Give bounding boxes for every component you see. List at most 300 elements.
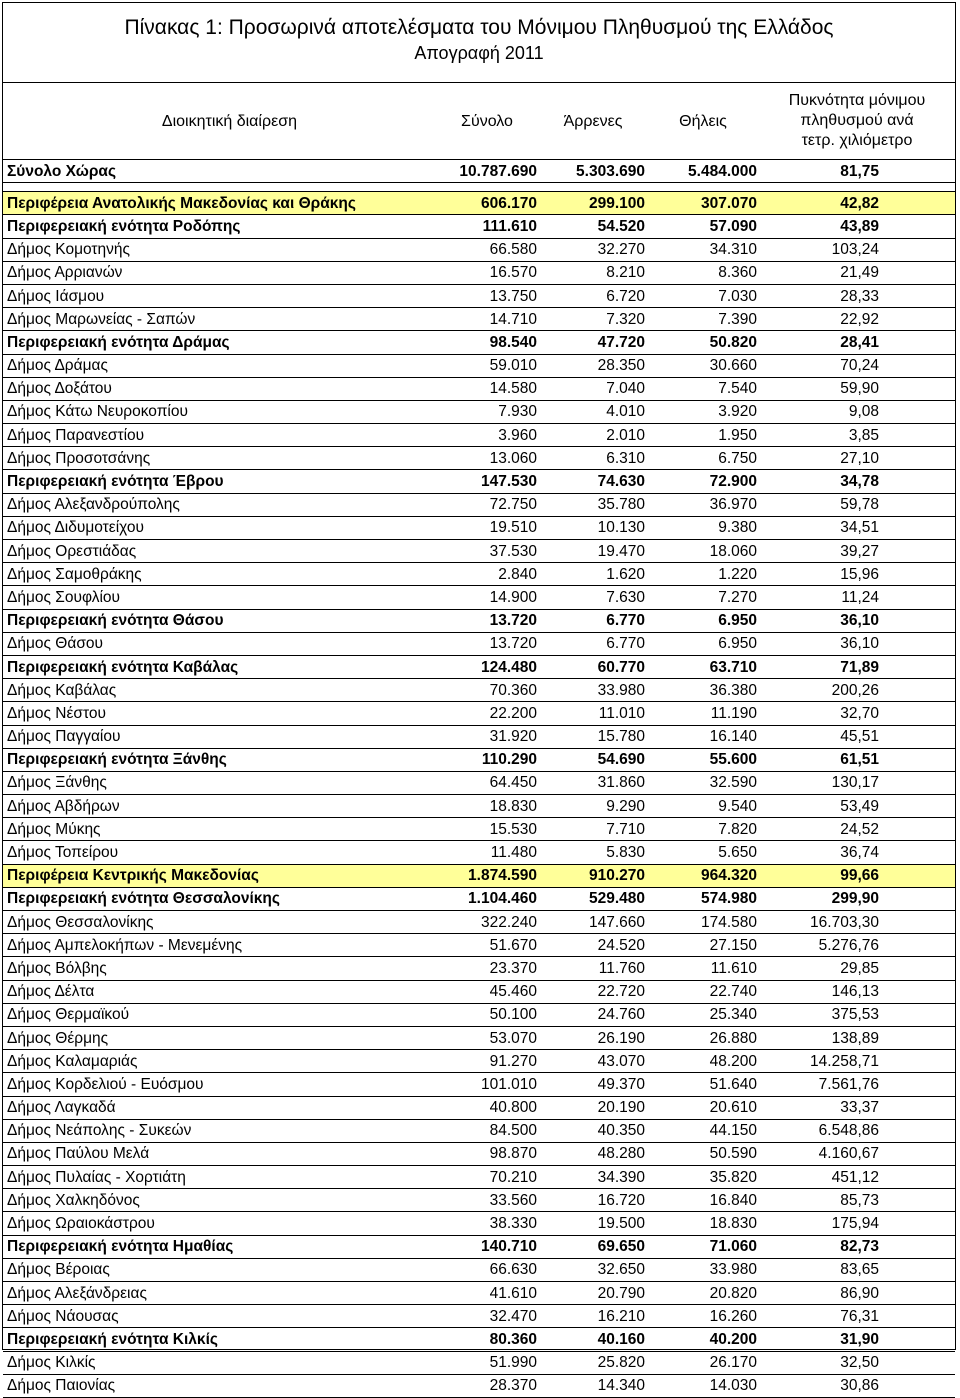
row-density: 32,50 [759,1351,955,1374]
row-name: Δήμος Νάουσας [3,1305,435,1328]
row-name: Δήμος Δράμας [3,354,435,377]
row-density: 99,66 [759,864,955,887]
row-male: 6.310 [539,447,647,470]
municipality-row [3,1050,955,1073]
row-total: 15.530 [435,818,539,841]
row-density: 45,51 [759,725,955,748]
row-density: 32,70 [759,702,955,725]
row-female: 16.140 [647,725,759,748]
row-female: 9.540 [647,795,759,818]
header-density-line1: Πυκνότητα μόνιμου [788,92,926,109]
row-female: 174.580 [647,911,759,934]
row-name: Δήμος Χαλκηδόνος [3,1189,435,1212]
row-name: Δήμος Καβάλας [3,679,435,702]
row-male: 7.630 [539,586,647,609]
row-male: 6.770 [539,609,647,632]
row-name: Δήμος Ξάνθης [3,771,435,794]
row-male: 49.370 [539,1073,647,1096]
row-total: 98.540 [435,331,539,354]
row-male: 910.270 [539,864,647,887]
row-name: Δήμος Θέρμης [3,1026,435,1049]
row-total: 66.630 [435,1258,539,1281]
row-female: 18.060 [647,540,759,563]
municipality-row [3,1212,955,1235]
row-density: 59,78 [759,493,955,516]
municipality-row [3,493,955,516]
municipality-row [3,1374,955,1397]
row-name: Δήμος Θάσου [3,632,435,655]
regional-unit-row [3,331,955,354]
row-total: 41.610 [435,1282,539,1305]
row-female: 8.360 [647,261,759,284]
row-male: 5.830 [539,841,647,864]
row-density: 33,37 [759,1096,955,1119]
row-total: 53.070 [435,1026,539,1049]
municipality-row [3,702,955,725]
municipality-row [3,424,955,447]
row-name: Περιφερειακή ενότητα Ξάνθης [3,748,435,771]
row-name: Περιφερειακή ενότητα Καβάλας [3,655,435,678]
municipality-row [3,447,955,470]
row-total: 80.360 [435,1328,539,1351]
row-female: 26.170 [647,1351,759,1374]
municipality-row [3,1282,955,1305]
row-name: Δήμος Διδυμοτείχου [3,516,435,539]
regional-unit-row [3,748,955,771]
row-female: 36.380 [647,679,759,702]
row-male: 25.820 [539,1351,647,1374]
municipality-row [3,1026,955,1049]
row-density: 70,24 [759,354,955,377]
row-total: 14.900 [435,586,539,609]
municipality-row [3,818,955,841]
row-density: 4.160,67 [759,1142,955,1165]
row-male: 74.630 [539,470,647,493]
row-total: 606.170 [435,192,539,215]
row-male: 147.660 [539,911,647,934]
row-name: Περιφερειακή ενότητα Έβρου [3,470,435,493]
row-total: 18.830 [435,795,539,818]
row-total: 84.500 [435,1119,539,1142]
row-total: 23.370 [435,957,539,980]
population-table-sheet [2,2,956,1395]
municipality-row [3,1258,955,1281]
row-male: 11.760 [539,957,647,980]
row-name: Δήμος Κιλκίς [3,1351,435,1374]
row-density: 42,82 [759,192,955,215]
municipality-row [3,911,955,934]
municipality-row [3,516,955,539]
row-female: 6.750 [647,447,759,470]
row-name: Δήμος Αρριανών [3,261,435,284]
row-density: 130,17 [759,771,955,794]
row-density: 15,96 [759,563,955,586]
row-name: Δήμος Ορεστιάδας [3,540,435,563]
municipality-row [3,238,955,261]
row-total: 31.920 [435,725,539,748]
row-name: Δήμος Ιάσμου [3,284,435,307]
row-total: 14.710 [435,308,539,331]
row-female: 1.950 [647,424,759,447]
row-female: 7.820 [647,818,759,841]
row-density: 27,10 [759,447,955,470]
row-name: Περιφερειακή ενότητα Κιλκίς [3,1328,435,1351]
row-male: 10.130 [539,516,647,539]
row-female: 57.090 [647,215,759,238]
row-density: 82,73 [759,1235,955,1258]
municipality-row [3,1189,955,1212]
row-total: 13.720 [435,609,539,632]
row-density: 3,85 [759,424,955,447]
row-name: Δήμος Κάτω Νευροκοπίου [3,400,435,423]
row-name: Δήμος Προσοτσάνης [3,447,435,470]
row-female: 16.840 [647,1189,759,1212]
row-female: 6.950 [647,609,759,632]
row-male: 9.290 [539,795,647,818]
row-name: Δήμος Κορδελιού - Ευόσμου [3,1073,435,1096]
row-total: 51.990 [435,1351,539,1374]
row-total: 91.270 [435,1050,539,1073]
row-total: 147.530 [435,470,539,493]
regional-unit-row [3,470,955,493]
row-total: 322.240 [435,911,539,934]
row-female: 48.200 [647,1050,759,1073]
row-total: 40.800 [435,1096,539,1119]
row-female: 14.030 [647,1374,759,1397]
row-density: 299,90 [759,887,955,910]
row-density: 146,13 [759,980,955,1003]
municipality-row [3,354,955,377]
row-total: 28.370 [435,1374,539,1397]
row-male: 33.980 [539,679,647,702]
row-density: 375,53 [759,1003,955,1026]
row-female: 50.820 [647,331,759,354]
row-name: Δήμος Ωραιοκάστρου [3,1212,435,1235]
row-total: 45.460 [435,980,539,1003]
row-density: 59,90 [759,377,955,400]
row-female: 72.900 [647,470,759,493]
row-total: 10.787.690 [435,160,539,183]
row-total: 37.530 [435,540,539,563]
row-total: 1.104.460 [435,887,539,910]
row-total: 2.840 [435,563,539,586]
row-name: Δήμος Αβδήρων [3,795,435,818]
row-total: 51.670 [435,934,539,957]
row-total: 98.870 [435,1142,539,1165]
row-male: 11.010 [539,702,647,725]
row-density: 14.258,71 [759,1050,955,1073]
municipality-row [3,1119,955,1142]
row-male: 20.790 [539,1282,647,1305]
row-male: 54.690 [539,748,647,771]
row-female: 20.610 [647,1096,759,1119]
row-density: 5.276,76 [759,934,955,957]
municipality-row [3,1073,955,1096]
row-name: Περιφερειακή ενότητα Θεσσαλονίκης [3,887,435,910]
row-density: 34,78 [759,470,955,493]
row-female: 11.610 [647,957,759,980]
row-male: 4.010 [539,400,647,423]
municipality-row [3,400,955,423]
row-total: 19.510 [435,516,539,539]
row-name: Περιφέρεια Ανατολικής Μακεδονίας και Θράκης [3,192,435,215]
row-name: Δήμος Τοπείρου [3,841,435,864]
row-total: 22.200 [435,702,539,725]
municipality-row [3,725,955,748]
regional-unit-row [3,609,955,632]
row-name: Δήμος Παύλου Μελά [3,1142,435,1165]
row-name: Περιφερειακή ενότητα Ροδόπης [3,215,435,238]
row-female: 7.030 [647,284,759,307]
row-density: 29,85 [759,957,955,980]
municipality-row [3,632,955,655]
row-density: 200,26 [759,679,955,702]
row-female: 34.310 [647,238,759,261]
row-female: 3.920 [647,400,759,423]
row-male: 299.100 [539,192,647,215]
row-male: 34.390 [539,1166,647,1189]
row-name: Δήμος Αλεξανδρούπολης [3,493,435,516]
row-male: 19.500 [539,1212,647,1235]
row-male: 15.780 [539,725,647,748]
header-row [3,83,955,160]
municipality-row [3,284,955,307]
row-name: Δήμος Θεσσαλονίκης [3,911,435,934]
row-female: 44.150 [647,1119,759,1142]
row-female: 9.380 [647,516,759,539]
row-name: Δήμος Μύκης [3,818,435,841]
row-density: 34,51 [759,516,955,539]
row-density: 30,86 [759,1374,955,1397]
row-male: 48.280 [539,1142,647,1165]
row-female: 6.950 [647,632,759,655]
row-female: 5.650 [647,841,759,864]
row-male: 22.720 [539,980,647,1003]
row-male: 19.470 [539,540,647,563]
row-male: 7.710 [539,818,647,841]
row-total: 32.470 [435,1305,539,1328]
row-density: 11,24 [759,586,955,609]
municipality-row [3,1096,955,1119]
row-total: 64.450 [435,771,539,794]
row-density: 85,73 [759,1189,955,1212]
row-name: Δήμος Βέροιας [3,1258,435,1281]
row-density: 28,41 [759,331,955,354]
row-density: 36,10 [759,632,955,655]
row-density: 28,33 [759,284,955,307]
row-name: Δήμος Παρανεστίου [3,424,435,447]
row-density: 36,74 [759,841,955,864]
regional-unit-row [3,1328,955,1351]
population-table [3,83,955,1398]
spacer-row [3,183,955,192]
header-division: Διοικητική διαίρεση [3,83,435,160]
row-female: 35.820 [647,1166,759,1189]
row-male: 31.860 [539,771,647,794]
row-density: 36,10 [759,609,955,632]
row-female: 7.540 [647,377,759,400]
row-density: 53,49 [759,795,955,818]
header-density-line2: πληθυσμού ανά [800,112,914,129]
row-name: Δήμος Αλεξάνδρειας [3,1282,435,1305]
row-female: 63.710 [647,655,759,678]
page-title: Πίνακας 1: Προσωρινά αποτελέσματα του Μόνιμου Πληθυσμού της Ελλάδος [124,16,834,39]
regional-unit-row [3,1235,955,1258]
row-total: 13.720 [435,632,539,655]
row-total: 59.010 [435,354,539,377]
row-density: 61,51 [759,748,955,771]
row-male: 54.520 [539,215,647,238]
row-male: 24.520 [539,934,647,957]
municipality-row [3,586,955,609]
row-female: 26.880 [647,1026,759,1049]
municipality-row [3,957,955,980]
row-male: 20.190 [539,1096,647,1119]
row-female: 55.600 [647,748,759,771]
row-female: 32.590 [647,771,759,794]
row-female: 36.970 [647,493,759,516]
row-total: 110.290 [435,748,539,771]
row-density: 71,89 [759,655,955,678]
row-density: 7.561,76 [759,1073,955,1096]
row-female: 5.484.000 [647,160,759,183]
row-male: 16.720 [539,1189,647,1212]
municipality-row [3,934,955,957]
header-total: Σύνολο [435,83,539,160]
regional-unit-row [3,887,955,910]
row-total: 124.480 [435,655,539,678]
header-male: Άρρενες [539,83,647,160]
row-male: 7.040 [539,377,647,400]
row-total: 3.960 [435,424,539,447]
row-male: 1.620 [539,563,647,586]
row-female: 50.590 [647,1142,759,1165]
municipality-row [3,308,955,331]
row-name: Δήμος Νέστου [3,702,435,725]
row-female: 33.980 [647,1258,759,1281]
row-male: 6.720 [539,284,647,307]
row-male: 60.770 [539,655,647,678]
municipality-row [3,1166,955,1189]
row-total: 70.360 [435,679,539,702]
region-row [3,192,955,215]
regional-unit-row [3,215,955,238]
country-total-row [3,160,955,183]
row-total: 33.560 [435,1189,539,1212]
row-name: Δήμος Σαμοθράκης [3,563,435,586]
row-density: 138,89 [759,1026,955,1049]
title-block [3,3,955,83]
row-density: 9,08 [759,400,955,423]
row-female: 30.660 [647,354,759,377]
row-female: 51.640 [647,1073,759,1096]
row-female: 11.190 [647,702,759,725]
row-total: 101.010 [435,1073,539,1096]
municipality-row [3,1351,955,1374]
page-subtitle: Απογραφή 2011 [414,43,544,63]
row-name: Δήμος Παιονίας [3,1374,435,1397]
row-male: 32.650 [539,1258,647,1281]
municipality-row [3,1305,955,1328]
row-female: 22.740 [647,980,759,1003]
row-male: 26.190 [539,1026,647,1049]
row-name: Δήμος Θερμαϊκού [3,1003,435,1026]
row-female: 1.220 [647,563,759,586]
regional-unit-row [3,655,955,678]
municipality-row [3,795,955,818]
row-male: 43.070 [539,1050,647,1073]
row-female: 307.070 [647,192,759,215]
row-density: 31,90 [759,1328,955,1351]
row-total: 7.930 [435,400,539,423]
row-name: Δήμος Αμπελοκήπων - Μενεμένης [3,934,435,957]
row-female: 20.820 [647,1282,759,1305]
row-total: 14.580 [435,377,539,400]
row-name: Δήμος Νεάπολης - Συκεών [3,1119,435,1142]
municipality-row [3,771,955,794]
row-total: 72.750 [435,493,539,516]
table-body [3,83,955,1397]
region-row [3,864,955,887]
municipality-row [3,563,955,586]
row-name: Περιφερειακή ενότητα Δράμας [3,331,435,354]
row-name: Δήμος Πυλαίας - Χορτιάτη [3,1166,435,1189]
row-density: 81,75 [759,160,955,183]
row-male: 7.320 [539,308,647,331]
row-name: Δήμος Σουφλίου [3,586,435,609]
row-density: 76,31 [759,1305,955,1328]
row-total: 50.100 [435,1003,539,1026]
header-density-line3: τετρ. χιλιόμετρο [801,132,913,149]
row-name: Δήμος Παγγαίου [3,725,435,748]
row-male: 5.303.690 [539,160,647,183]
row-total: 38.330 [435,1212,539,1235]
row-name: Περιφέρεια Κεντρικής Μακεδονίας [3,864,435,887]
row-total: 111.610 [435,215,539,238]
municipality-row [3,540,955,563]
row-male: 6.770 [539,632,647,655]
municipality-row [3,679,955,702]
row-density: 39,27 [759,540,955,563]
row-male: 24.760 [539,1003,647,1026]
row-male: 2.010 [539,424,647,447]
row-male: 32.270 [539,238,647,261]
row-female: 25.340 [647,1003,759,1026]
row-name: Σύνολο Χώρας [3,160,435,183]
row-male: 14.340 [539,1374,647,1397]
row-name: Δήμος Δέλτα [3,980,435,1003]
row-name: Δήμος Λαγκαδά [3,1096,435,1119]
row-male: 47.720 [539,331,647,354]
row-female: 964.320 [647,864,759,887]
row-male: 69.650 [539,1235,647,1258]
row-male: 16.210 [539,1305,647,1328]
row-density: 86,90 [759,1282,955,1305]
row-density: 83,65 [759,1258,955,1281]
row-male: 40.160 [539,1328,647,1351]
row-total: 66.580 [435,238,539,261]
row-name: Δήμος Δοξάτου [3,377,435,400]
row-female: 7.270 [647,586,759,609]
row-density: 43,89 [759,215,955,238]
row-density: 175,94 [759,1212,955,1235]
row-female: 40.200 [647,1328,759,1351]
row-female: 574.980 [647,887,759,910]
row-name: Δήμος Καλαμαριάς [3,1050,435,1073]
row-density: 24,52 [759,818,955,841]
row-male: 35.780 [539,493,647,516]
row-density: 21,49 [759,261,955,284]
